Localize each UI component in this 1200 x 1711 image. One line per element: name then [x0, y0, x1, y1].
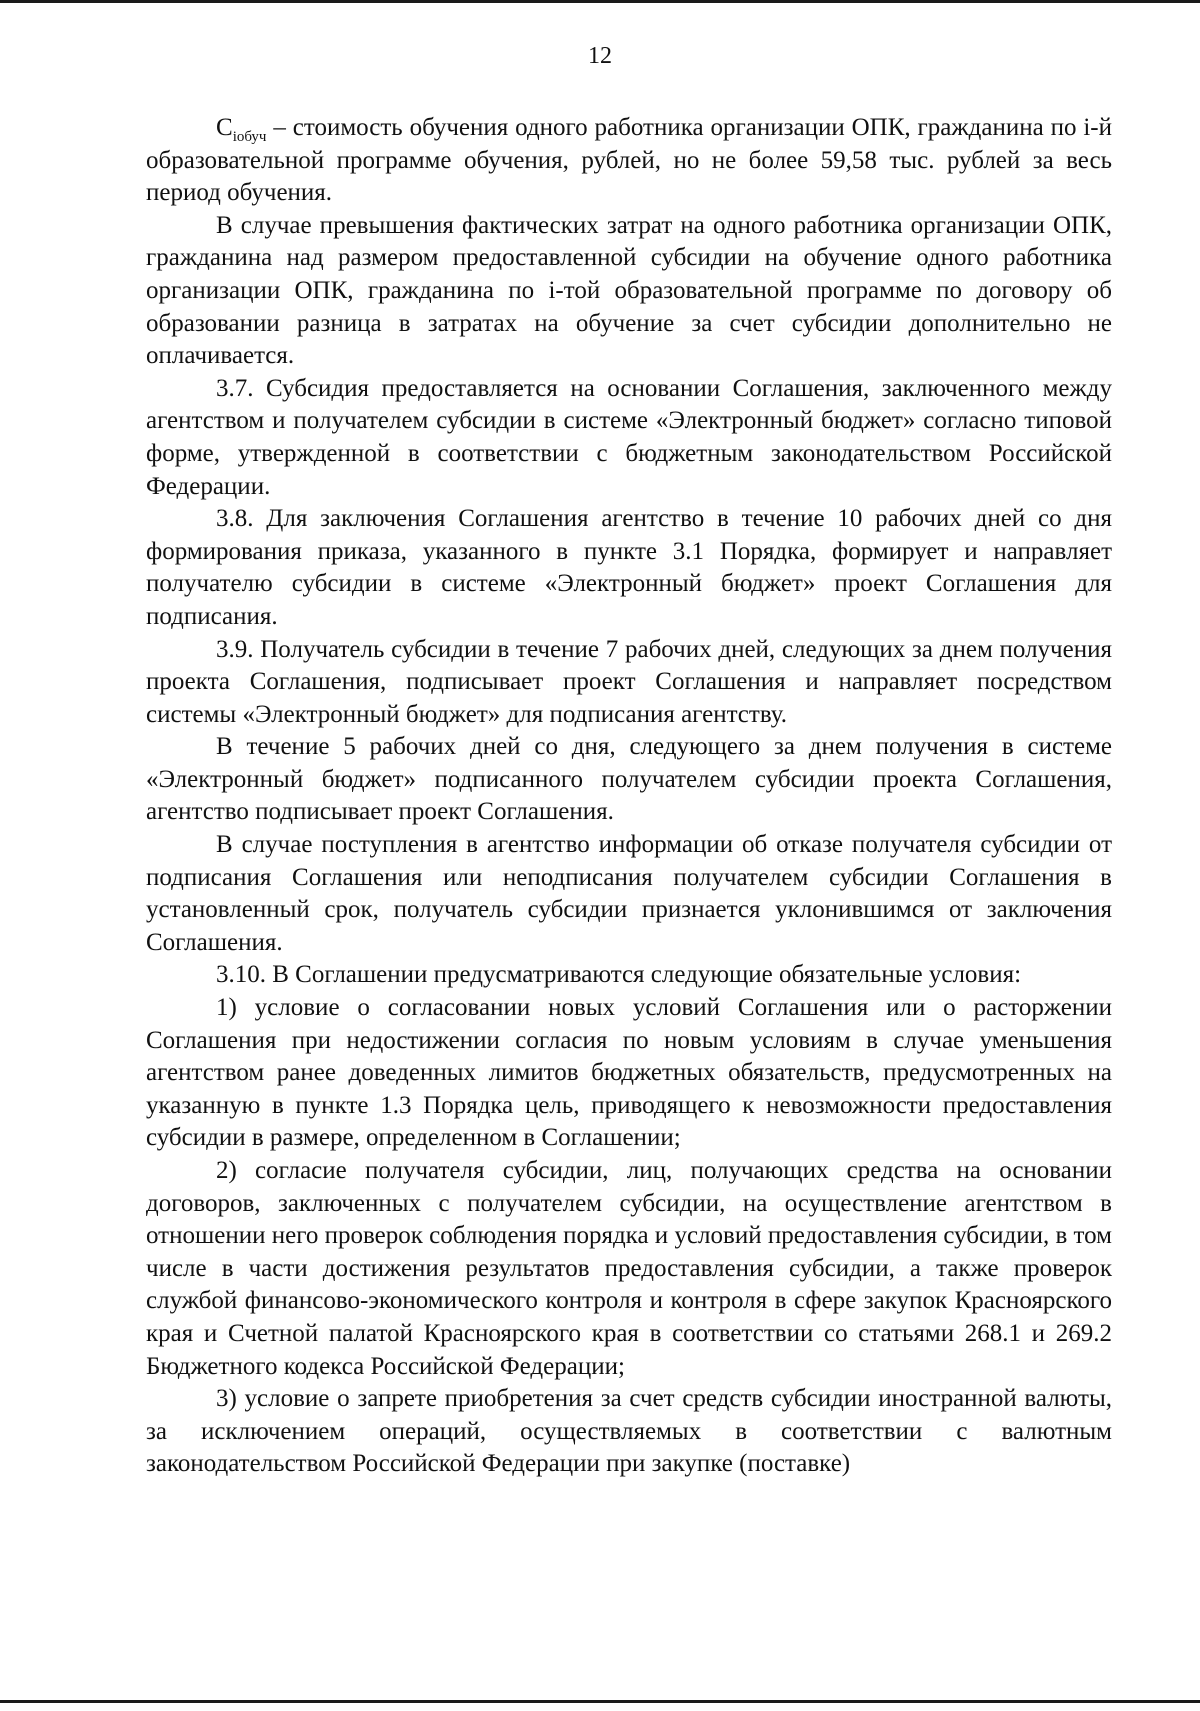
list-item-1: 1) условие о согласовании новых условий Соглашения или о расторжении Соглашения при недостижении согласия по новым условиям в случае уменьшения агентством ранее доведенных лимитов бюджетных обязательств, предусмотренных на указанную в пункте 1.3 Порядка цель, приводящего к невозможности предоставления субсидии в размере, определенном в Соглашении; — [146, 994, 1112, 1152]
list-item-3: 3) условие о запрете приобретения за счет средств субсидии иностранной валюты, за исключением операций, осуществляемых в соответствии с валютным законодательством Российской Федерации при закупке (поставке) — [146, 1385, 1112, 1478]
paragraph-excess-costs: В случае превышения фактических затрат на одного работника организации ОПК, гражданина над размером предоставленной субсидии на обучение одного работника организации ОПК, гражданина по i-той образовательной программе по договору об образовании разница в затратах на обучение за счет субсидии дополнительно не оплачивается. — [146, 211, 1112, 370]
paragraph-refusal: В случае поступления в агентство информации об отказе получателя субсидии от подписания Соглашения или неподписания получателем субсидии Соглашения в установленный срок, получатель субсидии признается уклонившимся от заключения Соглашения. — [146, 831, 1112, 956]
scan-bottom-edge-line — [0, 1700, 1200, 1703]
paragraph-3-8: 3.8. Для заключения Соглашения агентство в течение 10 рабочих дней со дня формирования приказа, указанного в пункте 3.1 Порядка, формирует и направляет получателю субсидии в системе «Электронный бюджет» проект Соглашения для подписания. — [146, 505, 1112, 630]
paragraph-3-10: 3.10. В Соглашении предусматриваются следующие обязательные условия: — [216, 961, 1022, 989]
paragraph-cost-definition — [146, 112, 1112, 210]
paragraph-3-9: 3.9. Получатель субсидии в течение 7 рабочих дней, следующих за днем получения проекта Соглашения, подписывает проект Соглашения и направляет посредством системы «Электронный бюджет» для подписания агентству. — [146, 635, 1112, 728]
paragraph-5-days: В течение 5 рабочих дней со дня, следующего за днем получения в системе «Электронный бюджет» подписанного получателем субсидии проекта Соглашения, агентство подписывает проект Соглашения. — [146, 733, 1112, 826]
paragraph-3-7: 3.7. Субсидия предоставляется на основании Соглашения, заключенного между агентством и получателем субсидии в системе «Электронный бюджет» согласно типовой форме, утвержденной в соответствии с бюджетным законодательством Российской Федерации. — [146, 374, 1112, 500]
variable-symbol: $С_{iобуч}$ — [216, 114, 267, 145]
page-number: 12 — [588, 43, 612, 69]
list-item-2: 2) согласие получателя субсидии, лиц, получающих средства на основании договоров, заключенных с получателем субсидии, на осуществление агентством в отношении него проверок соблюдения порядка и условий предоставления субсидии, в том числе в части достижения результатов предоставления субсидии, а также проверок службой финансово-экономического контроля и контроля в сфере закупок Красноярского края и Счетной палатой Красноярского края в соответствии со статьями 268.1 и 269.2 Бюджетного кодекса Российской Федерации; — [146, 1157, 1112, 1380]
scan-top-edge-line — [0, 0, 1200, 3]
paragraph-text: – стоимость обучения одного работника организации ОПК, гражданина по i-й образовательной программе обучения, рублей, но не более 59,58 тыс. рублей за весь период обучения. — [146, 114, 1112, 207]
document-body — [146, 112, 1112, 1481]
